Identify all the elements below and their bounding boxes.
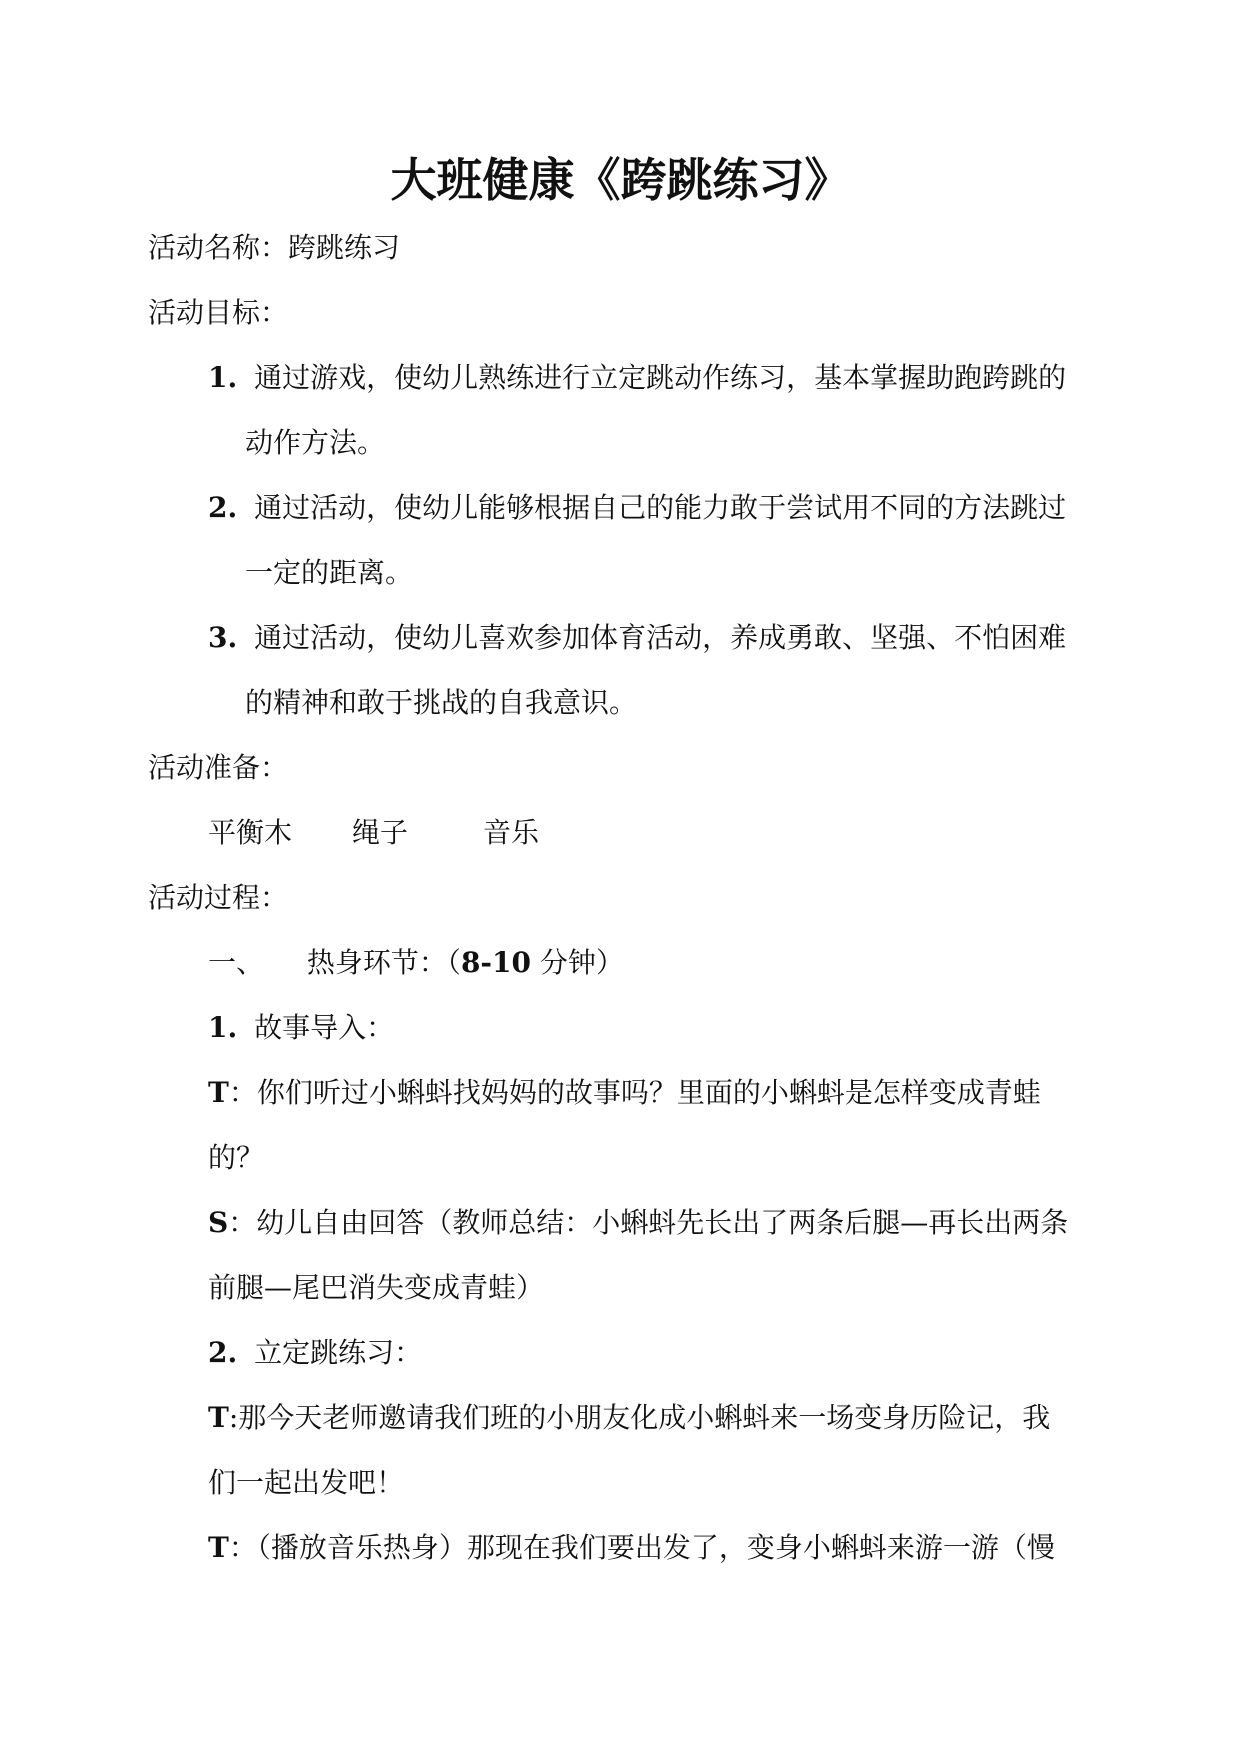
prep-item-music: 音乐	[483, 816, 540, 849]
prep-item-balance-beam: 平衡木	[208, 816, 293, 849]
goal-text: 通过游戏，使幼儿熟练进行立定跳动作练习，基本掌握助跑跨跳的	[254, 361, 1067, 394]
prep-item-rope: 绳子	[352, 816, 409, 849]
dialog-text: ：（播放音乐热身）那现在我们要出发了，变身小蝌蚪来游一游（慢	[228, 1531, 1055, 1564]
step-2	[208, 1333, 422, 1373]
section-title: 热身环节：（	[306, 946, 461, 979]
speaker-label: S	[208, 1206, 229, 1239]
dialog-teacher-1	[208, 1073, 1041, 1113]
speaker-label: T	[208, 1401, 229, 1434]
goal-number: 3.	[208, 621, 238, 654]
goals-heading: 活动目标：	[148, 296, 289, 329]
dialog-student-1-continuation: 前腿—尾巴消失变成青蛙）	[208, 1271, 545, 1304]
dialog-text: ：幼儿自由回答（教师总结：小蝌蚪先长出了两条后腿—再长出两条	[228, 1206, 1069, 1239]
goal-text: 通过活动，使幼儿能够根据自己的能力敢于尝试用不同的方法跳过	[254, 491, 1067, 524]
dialog-text: :那今天老师邀请我们班的小朋友化成小蝌蚪来一场变身历险记，我	[228, 1401, 1051, 1434]
page-title: 大班健康《跨跳练习》	[390, 153, 851, 207]
section-time: 8-10	[460, 946, 532, 979]
goal-text: 通过活动，使幼儿喜欢参加体育活动，养成勇敢、坚强、不怕困难	[254, 621, 1067, 654]
goal-1-continuation: 动作方法。	[245, 426, 386, 459]
section-warmup	[208, 943, 624, 983]
step-text: 立定跳练习：	[254, 1336, 423, 1369]
goal-number: 1.	[208, 361, 238, 394]
dialog-teacher-1-continuation: 的？	[208, 1141, 265, 1174]
dialog-teacher-2	[208, 1398, 1050, 1438]
process-heading: 活动过程：	[148, 881, 289, 914]
goal-number: 2.	[208, 491, 238, 524]
goal-2	[208, 488, 1066, 528]
goal-3-continuation: 的精神和敢于挑战的自我意识。	[245, 686, 638, 719]
activity-name: 活动名称：跨跳练习	[148, 231, 401, 264]
goal-1	[208, 358, 1066, 398]
dialog-teacher-2-continuation: 们一起出发吧！	[208, 1466, 405, 1499]
dialog-student-1	[208, 1203, 1068, 1243]
section-time-unit: 分钟）	[531, 946, 624, 979]
step-text: 故事导入：	[254, 1011, 395, 1044]
step-1	[208, 1008, 394, 1048]
dialog-text: ：你们听过小蝌蚪找妈妈的故事吗？里面的小蝌蚪是怎样变成青蛙	[228, 1076, 1041, 1109]
step-number: 2.	[208, 1336, 238, 1369]
goal-3	[208, 618, 1066, 658]
prep-heading: 活动准备：	[148, 751, 289, 784]
step-number: 1.	[208, 1011, 238, 1044]
speaker-label: T	[208, 1076, 229, 1109]
section-marker: 一、	[208, 946, 265, 979]
goal-2-continuation: 一定的距离。	[245, 556, 414, 589]
speaker-label: T	[208, 1531, 229, 1564]
dialog-teacher-3	[208, 1528, 1055, 1568]
